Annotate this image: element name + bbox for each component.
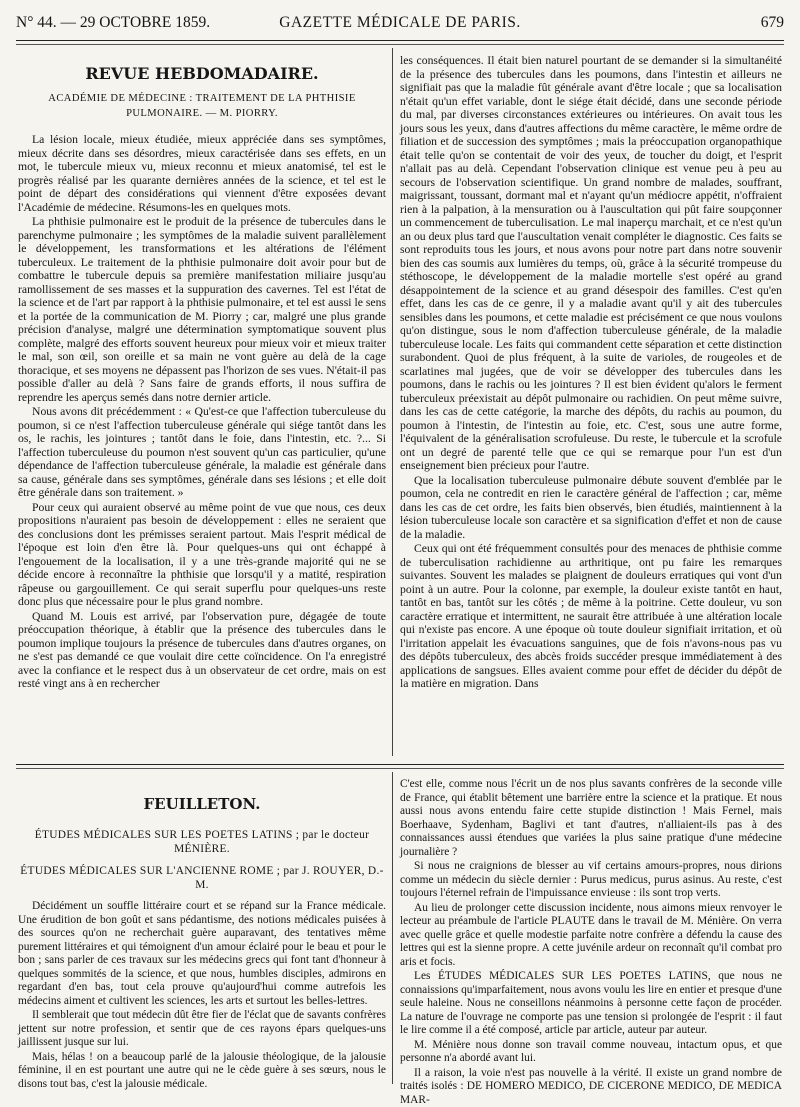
paragraph: La phthisie pulmonaire est le produit de la présence de tubercules dans le parenchyme pulmonaire ; les symptômes de la maladie suivent parallèlement le développement, les transformations et les altérations de l'élément tuberculeux. Le traitement de la phthisie pulmonaire doit avoir pour but de combattre le tubercule depuis sa première manifestation miliaire jusqu'au ramollissement de ses masses et la suppuration des cavernes. Tel est l'état de la science et de l'art par rapport à la phthisie pulmonaire, et tel est aussi le sens et la portée de la communication de M. Piorry ; car, malgré une plus grande précision d'analyse, malgré une détermination symptomatique souvent plus complète, malgré des efforts souvent heureux pour mieux voir et mieux traiter le mal, son œil, son oreille et sa main ne vont guère au delà de la cage thoracique, et ses moyens ne dépassent pas l'horizon de ses vues. N'était-il pas possible d'aller au delà ? Sans faire de grands efforts, il nous suffira de reprendre les aperçus semés dans notre dernier article.: [18, 215, 386, 404]
paragraph: La lésion locale, mieux étudiée, mieux appréciée dans ses symptômes, mieux décrite dans ses désordres, mieux caractérisée dans ses effets, en un mot, le tubercule mieux vu, mieux reconnu et mieux anatomisé, tel est le progrès réalisé par les quarante dernières années de la science, et tel est le point de départ des considérations qui viennent d'être exposées devant l'Académie de médecine. Résumons-les en quelques mots.: [18, 133, 386, 214]
revue-title: REVUE HEBDOMADAIRE.: [18, 64, 386, 84]
paragraph: Au lieu de prolonger cette discussion incidente, nous aimons mieux renvoyer le lecteur au préambule de l'article PLAUTE dans le travail de M. Ménière. On verra avec quelle grâce et quelle modestie parfaite notre confrère a défendu la cause des lettres qui est la sienne propre. A cette juvénile ardeur on reconnaît qu'il combat pro aris et focis.: [400, 902, 782, 970]
paragraph: Mais, hélas ! on a beaucoup parlé de la jalousie théologique, de la jalousie féminine, il en est pourtant une autre qui ne le cède guère à ses sœurs, nous le disons tout bas, c'est la jalousie médicale.: [18, 1051, 386, 1092]
feuilleton-left-column: [18, 780, 386, 1084]
paragraph: Décidément un souffle littéraire court et se répand sur la France médicale. Une érudition de bon goût et sans pédantisme, des notions médicales puisées à des sources qu'on ne recherchait guère auparavant, des tentatives même purement littéraires et qui témoignent d'un amour éclairé pour le beau et pour le bon ; sans parler de ces travaux sur les médecins grecs qui font tant d'honneur à quelques sommités de la science, et que nous, humbles disciples, admirons en regardant d'en bas, tout cela prouve qu'aujourd'hui comme autrefois les médecins aiment et cultivent les sciences, les arts et surtout les belles-lettres.: [18, 900, 386, 1008]
paragraph: C'est elle, comme nous l'écrit un de nos plus savants confrères de la seconde ville de France, qui établit bêtement une barrière entre la science et la pratique. Et nous aussi nous avons entendu faire cette stupide distinction ! Mais Fernel, mais Boerhaave, Sydenham, Baglivi et tant d'autres, n'alliaient-ils pas à des connaissances aussi étendues que variées la plus saine pratique d'une médecine journalière ?: [400, 778, 782, 859]
page-header: [16, 14, 784, 36]
feuilleton-rule: [16, 764, 784, 765]
journal-title: GAZETTE MÉDICALE DE PARIS.: [16, 14, 784, 32]
paragraph: Si nous ne craignions de blesser au vif certains amours-propres, nous dirions comme un médecin du siècle dernier : Purus medicus, purus asinus. Au reste, c'est toujours l'éternel refrain de l'impuissance envieuse : ils sont trop verts.: [400, 860, 782, 901]
paragraph: Que la localisation tuberculeuse pulmonaire débute souvent d'emblée par le poumon, cela ne contredit en rien le caractère général de l'affection ; car, même dans les cas de cet ordre, les faits bien observés, bien étudiés, maintiennent à la lésion tuberculeuse locale son caractère et sa signification d'effet et non de cause de la maladie.: [400, 474, 782, 542]
feuilleton-title: FEUILLETON.: [18, 794, 386, 814]
feuilleton-subject-2: ÉTUDES MÉDICALES SUR L'ANCIENNE ROME ; par J. ROUYER, D.-M.: [18, 864, 386, 892]
paragraph: Quand M. Louis est arrivé, par l'observation pure, dégagée de toute préoccupation théorique, à établir que la présence des tubercules dans le poumon implique toujours la présence de tubercules dans d'autres organes, on ne s'est pas demandé ce que voulait dire cette coïncidence. On l'a enregistré avec la confiance et le respect dus à un observateur de cet ordre, mais on est resté vingt ans à en rechercher: [18, 610, 386, 691]
paragraph: M. Ménière nous donne son travail comme nouveau, intactum opus, et que personne n'a abordé avant lui.: [400, 1039, 782, 1066]
revue-subtitle-2: PULMONAIRE. — M. PIORRY.: [18, 107, 386, 121]
paragraph: Il a raison, la voie n'est pas nouvelle à la vérité. Il existe un grand nombre de traités isolés : DE HOMERO MEDICO, DE CICERONE MEDICO, DE MEDICA MAR-: [400, 1067, 782, 1107]
feuilleton-rule-secondary: [16, 768, 784, 769]
paragraph: Les ÉTUDES MÉDICALES SUR LES POETES LATINS, que nous ne connaissions qu'imparfaitement, nous avons voulu les lire en entier et presque d'une seule haleine. Nous ne conseillons néanmoins à personne cette façon de procéder. La nature de l'ouvrage ne comporte pas une tension si prolongée de l'esprit : il faut le lire comme il a été composé, article par article, auteur par auteur.: [400, 970, 782, 1038]
page-number: 679: [761, 14, 784, 32]
paragraph: les conséquences. Il était bien naturel pourtant de se demander si la simultanéité de la présence des tubercules dans les poumons, dans l'intestin et ailleurs ne signifiait pas que la maladie fût générale avant d'être locale ; que sa localisation n'était qu'un effet variable, dont le siége était décidé, dans une seconde période du mal, par diverses circonstances extérieures ou intérieures. On avait tous les jours sous les yeux, dans d'autres affections du même caractère, le même ordre de filiation et de succession des symptômes ; mais la préoccupation organopathique était telle qu'on se contentait de voir des yeux, de toucher du doigt, et l'esprit n'allait pas au delà. Cependant l'observation clinique est venue peu à peu au secours de l'observation scientifique. Un grand nombre de malades, souffrant, maigrissant, toussant, dormant mal et n'ayant qu'un médiocre appétit, n'offraient rien à la palpation, à la mensuration ou à l'auscultation qui pût faire soupçonner un commencement de tuberculisation. Le mal inaperçu marchait, et ce n'est qu'un an ou deux plus tard que l'auscultation venait compléter le diagnostic. Ces faits se sont reproduits tous les jours, et nous avons pour notre part dans notre souvenir bien des cas soumis aux lumières du temps, où, grâce à la sécurité trompeuse du stéthoscope, le développement de la maladie mortelle s'est opéré au grand désappointement de la science et au grand désespoir des familles. C'est qu'en effet, dans les cas de ce genre, il y a maladie avant qu'il y ait des tubercules sensibles dans les poumons, et cette maladie est précisément ce que nous voulons qu'on distingue, sous le nom d'affection tuberculeuse générale, de la maladie tuberculeuse locale. Les faits qui commandent cette séparation et cette distinction surabondent. Quoi de plus fréquent, à la suite de varioles, de rougeoles et de scarlatines mal jugées, que de voir se développer des tubercules dans les poumons, dans le rachis ou les jointures ? Il est bien évident qu'alors le ferment tuberculeux préexistait au dépôt pulmonaire ou rachidien. On peut même suivre, dans les cas de cette catégorie, la marche des dépôts, du rachis au poumon, du poumon à l'intestin, de l'intestin au foie, etc. C'est, sous une autre forme, l'équivalent de la généralisation scrofuleuse. Du reste, le tubercule et la scrofule ont un degré de parenté telle que ce qui se remarque pour l'un est d'un enseignement bien précieux pour l'autre.: [400, 54, 782, 473]
column-divider-bottom: [392, 772, 393, 1084]
revue-subtitle-1: ACADÉMIE DE MÉDECINE : TRAITEMENT DE LA PHTHISIE: [18, 92, 386, 106]
feuilleton-subject-1: ÉTUDES MÉDICALES SUR LES POETES LATINS ; par le docteur MÉNIÈRE.: [18, 828, 386, 856]
revue-right-column: [400, 54, 782, 756]
revue-left-column: [18, 54, 386, 756]
column-divider-top: [392, 48, 393, 756]
feuilleton-right-column: [400, 778, 782, 1084]
paragraph: Pour ceux qui auraient observé au même point de vue que nous, ces deux propositions n'auraient pas besoin de développement : elles ne seraient que des conclusions dont les prémisses seraient partout. Mais l'esprit médical de l'époque est loin d'en être là. Pour quelques-uns qui ont échappé à l'engouement de la localisation, il y a une très-grande majorité qui ne se décide encore à reconnaître la phthisie que lorsqu'il y a matité, respiration râpeuse ou gargouillement. Ce qui serait superflu pour quelques-uns reste donc plus que nécessaire pour le plus grand nombre.: [18, 501, 386, 609]
header-rule-secondary: [16, 44, 784, 45]
paragraph: Il semblerait que tout médecin dût être fier de l'éclat que de savants confrères jettent sur notre profession, et sentir que de ces rayons épars quelques-uns jaillissent jusque sur lui.: [18, 1009, 386, 1050]
paragraph: Ceux qui ont été fréquemment consultés pour des menaces de phthisie comme de tuberculisation rachidienne au arthritique, ont pu faire les remarques suivantes. Souvent les malades se plaignent de douleurs erratiques qui vont d'un point à un autre. Pour la colonne, par exemple, la douleur existe tantôt en haut, tantôt en bas, tantôt sur les côtés ; de même à la poitrine. Cette douleur, vu son caractère erratique et intermittent, ne saurait être attribuée à une altération locale qui n'existe pas encore. A une époque où toute douleur signifiait irritation, et où l'irritation appelait les évacuations sanguines, que de fois n'avons-nous pas vu des dépôts tuberculeux, des abcès froids succéder presque immédiatement à des applications de sangsues. Elles avaient comme pour effet de décider du dépôt de la matière en migration. Dans: [400, 542, 782, 691]
header-rule: [16, 40, 784, 41]
paragraph: Nous avons dit précédemment : « Qu'est-ce que l'affection tuberculeuse du poumon, si ce n'est l'affection tuberculeuse générale qui siége tantôt dans les os, le rachis, les jointures ; tantôt dans le foie, dans l'intestin, etc. ?... Si l'affection tuberculeuse du poumon n'est souvent qu'un cas particulier, qu'une dépendance de l'affection tuberculeuse générale, la maladie est générale dans sa cause, générale dans ses symptômes, générale dans ses lésions ; et elle doit être générale dans son traitement. »: [18, 405, 386, 500]
issue-date: N° 44. — 29 OCTOBRE 1859.: [16, 14, 210, 32]
